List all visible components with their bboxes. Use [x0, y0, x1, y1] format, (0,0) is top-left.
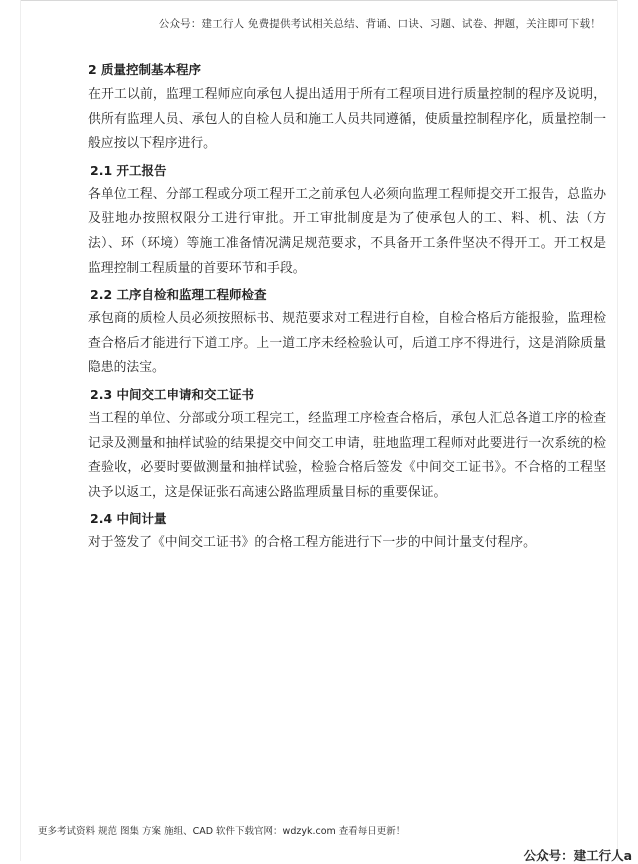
- subsection-title: 2.3 中间交工申请和交工证书: [90, 386, 254, 402]
- header-note: 公众号：建工行人 免费提供考试相关总结、背诵、口诀、习题、试卷、押题，关注即可下载！: [158, 18, 601, 30]
- subsection-body: 承包商的质检人员必须按照标书、规范要求对工程进行自检，自检合格后方能报验，监理检查合格后才能进行下道工序。上一道工序未经检验认可，后道工序不得进行，这是消除质量隐患的法宝。: [88, 311, 606, 376]
- subsection-body: 各单位工程、分部工程或分项工程开工之前承包人必须向监理工程师提交开工报告，总监办及驻地办按照权限分工进行审批。开工审批制度是为了使承包人的工、料、机、法（方法）、环（环境）等施工准备情况满足规范要求，不具备开工条件坚决不得开工。开工权是监理控制工程质量的首要环节和手段。: [88, 186, 606, 276]
- intro-paragraph: [88, 83, 606, 157]
- document-body: [88, 57, 606, 557]
- subsection-title: 2.1 开工报告: [90, 162, 167, 178]
- subsection-body: 对于签发了《中间交工证书》的合格工程方能进行下一步的中间计量支付程序。: [88, 535, 536, 551]
- intro-text: 在开工以前，监理工程师应向承包人提出适用于所有工程项目进行质量控制的程序及说明，供所有监理人员、承包人的自检人员和施工人员共同遵循，使质量控制程序化，质量控制一般应按以下程序进行。: [88, 87, 606, 152]
- page-left-edge: [20, 0, 21, 861]
- subsection-title: 2.2 工序自检和监理工程师检查: [90, 287, 267, 303]
- section-title: 2 质量控制基本程序: [88, 62, 202, 77]
- page-top-rule: [20, 0, 618, 1]
- subsection-title: 2.4 中间计量: [90, 511, 167, 527]
- page-right-edge: [617, 0, 618, 861]
- footer-account-label: 公众号：建工行人a: [523, 848, 632, 863]
- footer-download-note: 更多考试资料 规范 图集 方案 施组、CAD 软件下载官网：wdzyk.com 查看每日更新！: [38, 826, 406, 837]
- subsection-body: 当工程的单位、分部或分项工程完工，经监理工序检查合格后，承包人汇总各道工序的检查记录及测量和抽样试验的结果提交中间交工申请，驻地监理工程师对此要进行一次系统的检查验收，必要时要做测量和抽样试验，检验合格后签发《中间交工证书》。不合格的工程坚决予以返工，这是保证张石高速公路监理质量目标的重要保证。: [88, 410, 606, 500]
